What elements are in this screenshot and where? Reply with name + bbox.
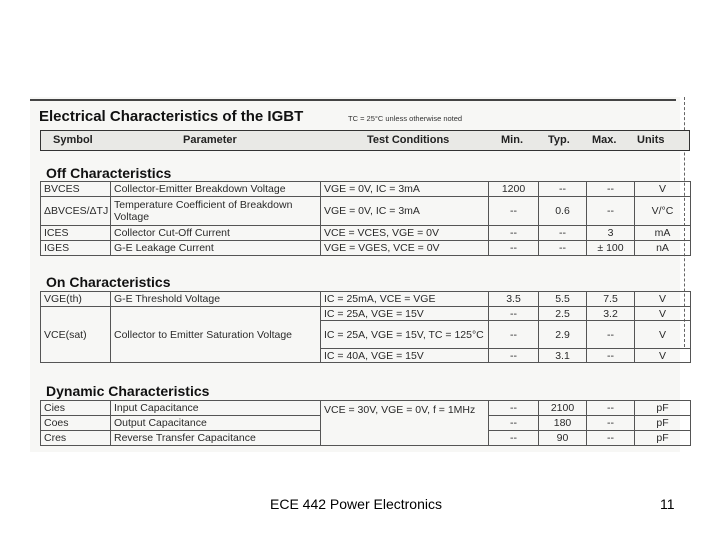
cell-units: V: [635, 182, 691, 197]
cell-typ: 2100: [539, 401, 587, 416]
cell-symbol: BVCES: [41, 182, 111, 197]
cell-conditions: VGE = VGES, VCE = 0V: [321, 241, 489, 256]
cell-symbol: ICES: [41, 226, 111, 241]
cell-symbol: Cies: [41, 401, 111, 416]
on-characteristics-table: [40, 291, 691, 363]
top-rule: [30, 99, 676, 101]
cell-parameter: Temperature Coefficient of Breakdown Voltage: [111, 197, 321, 226]
table-row: [41, 292, 691, 307]
cell-symbol: ΔBVCES/ΔTJ: [41, 197, 111, 226]
cell-units: nA: [635, 241, 691, 256]
cell-conditions: VGE = 0V, IC = 3mA: [321, 182, 489, 197]
section-title-on: On Characteristics: [46, 274, 171, 290]
table-row: [41, 307, 691, 321]
cell-parameter: Output Capacitance: [111, 416, 321, 431]
cell-units: V: [635, 307, 691, 321]
cell-min: --: [489, 321, 539, 349]
cell-min: --: [489, 416, 539, 431]
cell-typ: 90: [539, 431, 587, 446]
cell-units: pF: [635, 431, 691, 446]
cell-symbol: VCE(sat): [41, 307, 111, 363]
cell-symbol: IGES: [41, 241, 111, 256]
cell-max: 3: [587, 226, 635, 241]
cell-min: --: [489, 349, 539, 363]
header-units: Units: [637, 134, 665, 146]
cell-max: 7.5: [587, 292, 635, 307]
cell-conditions: VCE = VCES, VGE = 0V: [321, 226, 489, 241]
table-header: [40, 130, 690, 151]
cell-max: ± 100: [587, 241, 635, 256]
cell-units: V/°C: [635, 197, 691, 226]
cell-units: pF: [635, 401, 691, 416]
table-row: [41, 241, 691, 256]
cell-min: 3.5: [489, 292, 539, 307]
cell-units: V: [635, 349, 691, 363]
cell-min: --: [489, 241, 539, 256]
cell-symbol: Cres: [41, 431, 111, 446]
cell-conditions: IC = 25mA, VCE = VGE: [321, 292, 489, 307]
header-max: Max.: [592, 134, 617, 146]
section-title-off: Off Characteristics: [46, 165, 172, 181]
title-condition: TC = 25°C unless otherwise noted: [348, 114, 463, 123]
header-typ: Typ.: [548, 134, 570, 146]
cell-conditions: VCE = 30V, VGE = 0V, f = 1MHz: [321, 401, 489, 446]
cell-typ: 2.9: [539, 321, 587, 349]
cell-typ: --: [539, 226, 587, 241]
cell-parameter: Collector-Emitter Breakdown Voltage: [111, 182, 321, 197]
cell-conditions: IC = 40A, VGE = 15V: [321, 349, 489, 363]
datasheet-title: Electrical Characteristics of the IGBT: [39, 108, 304, 125]
cell-typ: 2.5: [539, 307, 587, 321]
header-symbol: Symbol: [53, 134, 93, 146]
cell-typ: 3.1: [539, 349, 587, 363]
header-parameter: Parameter: [183, 134, 237, 146]
cell-typ: --: [539, 241, 587, 256]
cell-typ: 5.5: [539, 292, 587, 307]
cell-typ: 0.6: [539, 197, 587, 226]
footer-course-title: ECE 442 Power Electronics: [270, 496, 442, 512]
cell-conditions: IC = 25A, VGE = 15V: [321, 307, 489, 321]
cell-units: mA: [635, 226, 691, 241]
cell-max: --: [587, 401, 635, 416]
table-row: [41, 226, 691, 241]
cell-typ: --: [539, 182, 587, 197]
cell-max: --: [587, 349, 635, 363]
cell-min: --: [489, 401, 539, 416]
cell-max: --: [587, 416, 635, 431]
page-number: 11: [660, 496, 675, 512]
cell-units: pF: [635, 416, 691, 431]
cell-symbol: Coes: [41, 416, 111, 431]
cell-typ: 180: [539, 416, 587, 431]
table-row: [41, 197, 691, 226]
cell-parameter: Collector Cut-Off Current: [111, 226, 321, 241]
cell-min: --: [489, 226, 539, 241]
cell-parameter: G-E Threshold Voltage: [111, 292, 321, 307]
cell-parameter: G-E Leakage Current: [111, 241, 321, 256]
cell-symbol: VGE(th): [41, 292, 111, 307]
cell-units: V: [635, 321, 691, 349]
cell-conditions: VGE = 0V, IC = 3mA: [321, 197, 489, 226]
table-row: [41, 401, 691, 416]
cell-max: --: [587, 321, 635, 349]
cell-min: --: [489, 197, 539, 226]
section-title-dynamic: Dynamic Characteristics: [46, 383, 210, 399]
header-min: Min.: [501, 134, 523, 146]
cell-min: 1200: [489, 182, 539, 197]
header-test-conditions: Test Conditions: [367, 134, 450, 146]
cell-min: --: [489, 431, 539, 446]
cell-max: 3.2: [587, 307, 635, 321]
cell-conditions: IC = 25A, VGE = 15V, TC = 125°C: [321, 321, 489, 349]
off-characteristics-table: [40, 181, 691, 256]
cell-min: --: [489, 307, 539, 321]
cell-max: --: [587, 431, 635, 446]
table-row: [41, 182, 691, 197]
cell-parameter: Input Capacitance: [111, 401, 321, 416]
cell-max: --: [587, 182, 635, 197]
scanned-datasheet: [30, 97, 680, 452]
cell-units: V: [635, 292, 691, 307]
cell-parameter: Reverse Transfer Capacitance: [111, 431, 321, 446]
dynamic-characteristics-table: [40, 400, 691, 446]
cell-parameter: Collector to Emitter Saturation Voltage: [111, 307, 321, 363]
cell-max: --: [587, 197, 635, 226]
